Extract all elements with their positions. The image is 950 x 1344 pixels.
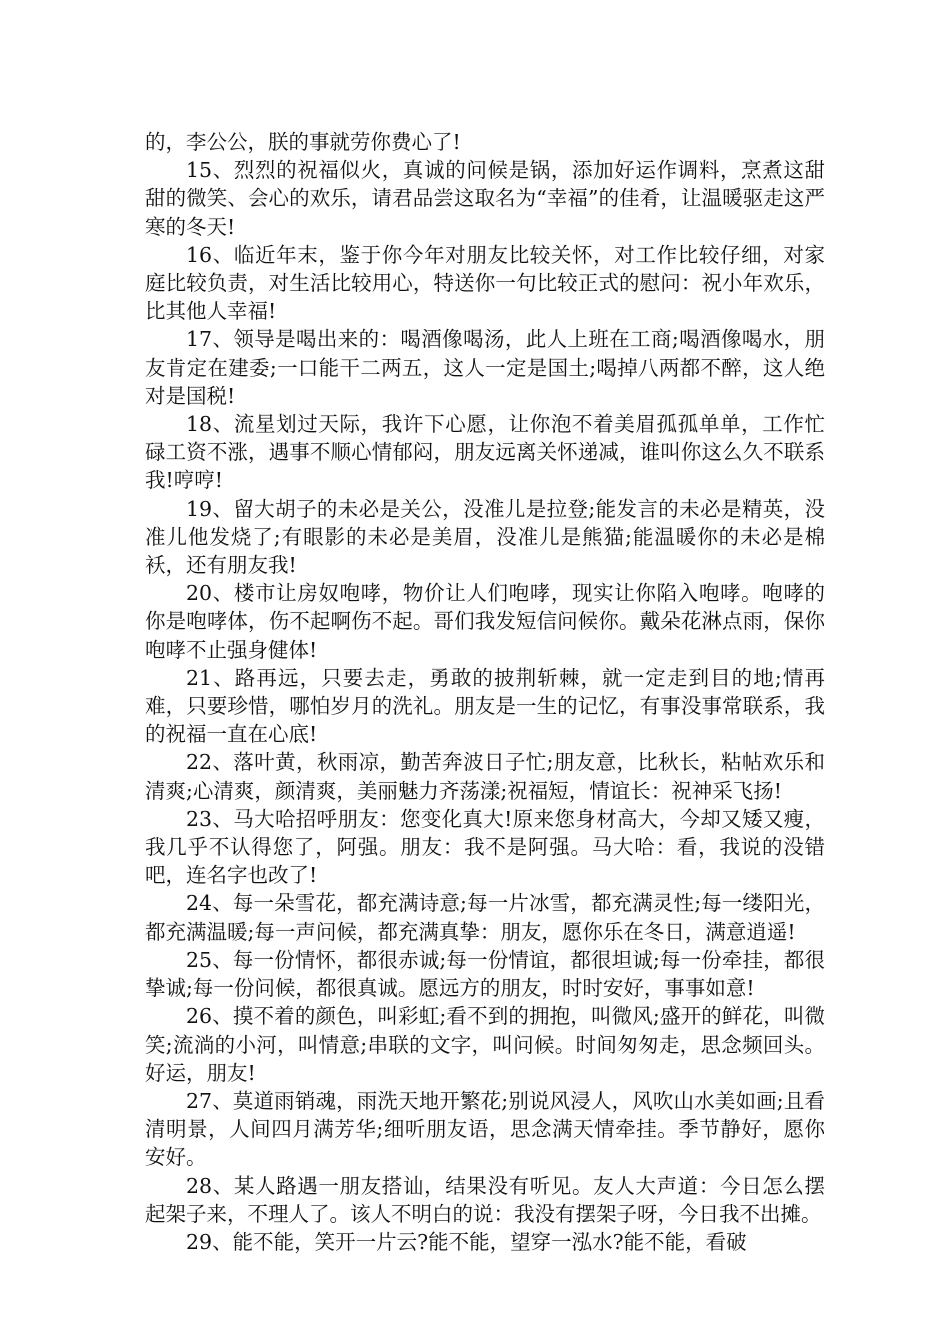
paragraph-29: 29、能不能，笑开一片云?能不能，望穿一泓水?能不能，看破 [186,1229,747,1254]
paragraph-17: 17、领导是喝出来的：喝酒像喝汤，此人上班在工商;喝酒像喝水，朋友肯定在建委;一口能干二两五，这人一定是国土;喝掉八两都不醉，这人绝对是国税! [145,327,825,408]
paragraph-23: 23、马大哈招呼朋友：您变化真大!原来您身材高大，今却又矮又瘦，我几乎不认得您了，阿强。朋友：我不是阿强。马大哈：看，我说的没错吧，连名字也改了! [145,806,825,888]
paragraph-27: 27、莫道雨销魂，雨洗天地开繁花;别说风浸人，风吹山水美如画;且看清明景，人间四月满芳华;细听朋友语，思念满天情牵挂。季节静好，愿你安好。 [145,1088,825,1170]
paragraph-20: 20、楼市让房奴咆哮，物价让人们咆哮，现实让你陷入咆哮。咆哮的你是咆哮体，伤不起啊伤不起。哥们我发短信问候你。戴朵花淋点雨，保你咆哮不止强身健体! [145,581,825,662]
paragraph-15: 15、烈烈的祝福似火，真诚的问候是锅，添加好运作调料，烹煮这甜甜的微笑、会心的欢乐，请君品尝这取名为“幸福”的佳肴，让温暖驱走这严寒的冬天! [145,158,825,239]
paragraph-22: 22、落叶黄，秋雨凉，勤苦奔波日子忙;朋友意，比秋长，粘帖欢乐和清爽;心清爽，颜清爽，美丽魅力齐荡漾;祝福短，情谊长：祝神采飞扬! [145,750,825,803]
paragraph-25: 25、每一份情怀，都很赤诚;每一份情谊，都很坦诚;每一份牵挂，都很挚诚;每一份问候，都很真诚。愿远方的朋友，时时安好，事事如意! [145,947,825,1001]
paragraph-26: 26、摸不着的颜色，叫彩虹;看不到的拥抱，叫微风;盛开的鲜花，叫微笑;流淌的小河，叫情意;串联的文字，叫问候。时间匆匆走，思念频回头。好运，朋友! [145,1004,825,1085]
paragraph-28: 28、某人路遇一朋友搭讪，结果没有听见。友人大声道：今日怎么摆起架子来，不理人了。该人不明白的说：我没有摆架子呀，今日我不出摊。 [145,1173,825,1226]
paragraph-16: 16、临近年末，鉴于你今年对朋友比较关怀，对工作比较仔细，对家庭比较负责，对生活比较用心，特送你一句比较正式的慰问：祝小年欢乐，比其他人幸福! [145,242,825,324]
paragraph-19: 19、留大胡子的未必是关公，没准儿是拉登;能发言的未必是精英，没准儿他发烧了;有眼影的未必是美眉，没准儿是熊猫;能温暖你的未必是棉袄，还有朋友我! [145,496,825,578]
document-body [145,128,825,1256]
paragraph-24: 24、每一朵雪花，都充满诗意;每一片冰雪，都充满灵性;每一缕阳光，都充满温暖;每一声问候，都充满真挚：朋友，愿你乐在冬日，满意逍遥! [145,891,825,944]
paragraph-0: 的，李公公，朕的事就劳你费心了! [145,130,461,154]
paragraph-21: 21、路再远，只要去走，勇敢的披荆斩棘，就一定走到目的地;情再难，只要珍惜，哪怕岁月的洗礼。朋友是一生的记忆，有事没事常联系，我的祝福一直在心底! [145,665,825,747]
paragraph-18: 18、流星划过天际，我许下心愿，让你泡不着美眉孤孤单单，工作忙碌工资不涨，遇事不顺心情郁闷，朋友远离关怀递减，谁叫你这么久不联系我!哼哼! [145,412,825,493]
